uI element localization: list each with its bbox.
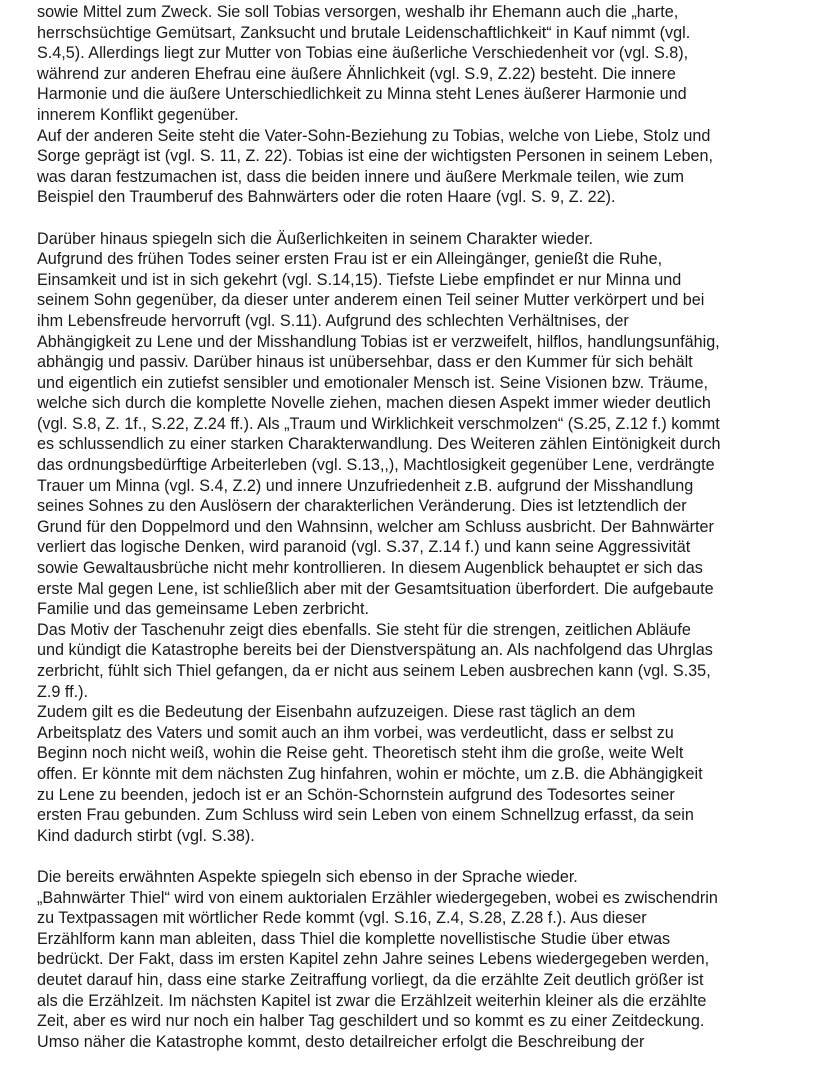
paragraph <box>37 2 820 126</box>
text-line: ihm Lebensfreude hervorruft (vgl. S.11). Aufgrund des schlechten Verhältnises, der <box>37 311 629 330</box>
text-line: sowie Gewaltausbrüche nicht mehr kontrollieren. In diesem Augenblick behauptet er sich das <box>37 559 703 578</box>
text-line: welche sich durch die komplette Novelle ziehen, machen diesen Aspekt immer wieder deutlich <box>37 394 711 413</box>
text-line: abhängig und passiv. Darüber hinaus ist unübersehbar, dass er den Kummer für sich behält <box>37 353 693 372</box>
paragraph <box>37 702 820 846</box>
text-line: Das Motiv der Taschenuhr zeigt dies ebenfalls. Sie steht für die strengen, zeitlichen Abläufe <box>37 620 691 639</box>
text-line: als die Erzählzeit. Im nächsten Kapitel ist zwar die Erzählzeit weiterhin kleiner als die erzählte <box>37 991 707 1010</box>
text-line: Kind dadurch stirbt (vgl. S.38). <box>37 826 255 845</box>
text-line: Beginn noch nicht weiß, wohin die Reise geht. Theoretisch steht ihm die große, weite Welt <box>37 744 684 763</box>
text-line: erste Mal gegen Lene, ist schließlich aber mit der Gesamtsituation überfordert. Die aufgebaute <box>37 579 714 598</box>
paragraph <box>37 229 820 620</box>
text-line: seines Sohnes zu den Auslösern der charakterlichen Veränderung. Dies ist letztendlich der <box>37 497 687 516</box>
text-line: das ordnungsbedürftige Arbeiterleben (vgl. S.13,,), Machtlosigkeit gegenüber Lene, verdrängte <box>37 456 715 475</box>
paragraph <box>37 867 820 1052</box>
text-line: ersten Frau gebunden. Zum Schluss wird sein Leben von einem Schnellzug erfasst, da sein <box>37 806 694 825</box>
text-line: S.4,5). Allerdings liegt zur Mutter von Tobias eine äußerliche Verschiedenheit vor (vgl. S.8), <box>37 44 689 63</box>
text-line: offen. Er könnte mit dem nächsten Zug hinfahren, wohin er möchte, um z.B. die Abhängigkeit <box>37 764 703 783</box>
text-line: deutet darauf hin, dass eine starke Zeitraffung vorliegt, da die erzählte Zeit deutlich größer ist <box>37 970 704 989</box>
text-line: Erzählform kann man ableiten, dass Thiel die komplette novellistische Studie über etwas <box>37 929 671 948</box>
text-line: Sorge geprägt ist (vgl. S. 11, Z. 22). Tobias ist eine der wichtigsten Personen in seinem Leben, <box>37 147 714 166</box>
text-line: Abhängigkeit zu Lene und der Misshandlung Tobias ist er verzweifelt, hilflos, handlungsunfähig, <box>37 332 720 351</box>
text-line: zerbricht, fühlt sich Thiel gefangen, da er nicht aus seinem Leben ausbrechen kann (vgl. S.35, <box>37 662 711 680</box>
text-line: Beispiel den Traumberuf des Bahnwärters oder die roten Haare (vgl. S. 9, Z. 22). <box>37 188 616 207</box>
text-line: es schlussendlich zu einer starken Charakterwandlung. Des Weiteren zählen Eintönigkeit durch <box>37 435 721 454</box>
text-line: herrschsüchtige Gemütsart, Zanksucht und brutale Leidenschaftlichkeit“ in Kauf nimmt (vgl. <box>37 23 691 42</box>
text-line: zu Textpassagen mit wörtlicher Rede kommt (vgl. S.16, Z.4, S.28, Z.28 f.). Aus dieser <box>37 909 647 928</box>
text-line: zu Lene zu beenden, jedoch ist er an Schön-Schornstein aufgrund des Todesortes seiner <box>37 785 675 804</box>
text-line: (vgl. S.8, Z. 1f., S.22, Z.24 ff.). Als „Traum und Wirklichkeit verschmolzen“ (S.25, Z.12 f.) kommt <box>37 414 720 433</box>
text-line: seinem Sohn gegenüber, da dieser unter anderem einen Teil seiner Mutter verkörpert und bei <box>37 291 705 310</box>
text-line: verliert das logische Denken, wird paranoid (vgl. S.37, Z.14 f.) und kann seine Aggressivität <box>37 538 691 557</box>
text-line: Zudem gilt es die Bedeutung der Eisenbahn aufzuzeigen. Diese rast täglich an dem <box>37 703 636 722</box>
text-line: Umso näher die Katastrophe kommt, desto detailreicher erfolgt die Beschreibung der <box>37 1032 645 1051</box>
text-line: und eigentlich ein zutiefst sensibler und emotionaler Mensch ist. Seine Visionen bzw. Träume, <box>37 373 708 392</box>
text-line: Trauer um Minna (vgl. S.4, Z.2) und innere Unzufriedenheit z.B. aufgrund der Misshandlung <box>37 476 694 495</box>
text-line: während zur anderen Ehefrau eine äußere Ähnlichkeit (vgl. S.9, Z.22) besteht. Die innere <box>37 64 676 83</box>
text-line: innerem Konflikt gegenüber. <box>37 105 239 124</box>
text-line: Aufgrund des frühen Todes seiner ersten Frau ist er ein Alleingänger, genießt die Ruhe, <box>37 250 663 269</box>
text-line: was daran festzumachen ist, dass die beiden innere und äußere Merkmale teilen, wie zum <box>37 167 684 186</box>
text-line: und kündigt die Katastrophe bereits bei der Dienstverspätung an. Als nachfolgend das Uhrglas <box>37 641 713 660</box>
text-line: Familie und das gemeinsame Leben zerbricht. <box>37 600 370 619</box>
text-line: Harmonie und die äußere Unterschiedlichkeit zu Minna steht Lenes äußerer Harmonie und <box>37 85 687 104</box>
text-line: sowie Mittel zum Zweck. Sie soll Tobias versorgen, weshalb ihr Ehemann auch die „harte, <box>37 3 679 21</box>
paragraph-gap <box>37 208 820 229</box>
paragraph-gap <box>37 846 820 867</box>
text-line: Darüber hinaus spiegeln sich die Äußerlichkeiten in seinem Charakter wieder. <box>37 229 594 248</box>
text-line: Einsamkeit und ist in sich gekehrt (vgl. S.14,15). Tiefste Liebe empfindet er nur Minna und <box>37 270 682 289</box>
text-line: Z.9 ff.). <box>37 682 88 701</box>
paragraph <box>37 126 820 208</box>
text-line: Arbeitsplatz des Vaters und somit auch an ihm vorbei, was verdeutlicht, dass er selbst zu <box>37 723 674 742</box>
text-line: Die bereits erwähnten Aspekte spiegeln sich ebenso in der Sprache wieder. <box>37 867 578 886</box>
text-line: bedrückt. Der Fakt, dass im ersten Kapitel zehn Jahre seines Lebens wiedergegeben werden, <box>37 950 710 969</box>
text-line: Auf der anderen Seite steht die Vater-Sohn-Beziehung zu Tobias, welche von Liebe, Stolz und <box>37 126 711 145</box>
text-line: Grund für den Doppelmord und den Wahnsinn, welcher am Schluss ausbricht. Der Bahnwärter <box>37 517 714 536</box>
paragraph <box>37 620 820 702</box>
text-line: „Bahnwärter Thiel“ wird von einem auktorialen Erzähler wiedergegeben, wobei es zwischendrin <box>37 888 718 907</box>
text-line: Zeit, aber es wird nur noch ein halber Tag geschildert und so kommt es zu einer Zeitdeckung. <box>37 1012 705 1031</box>
